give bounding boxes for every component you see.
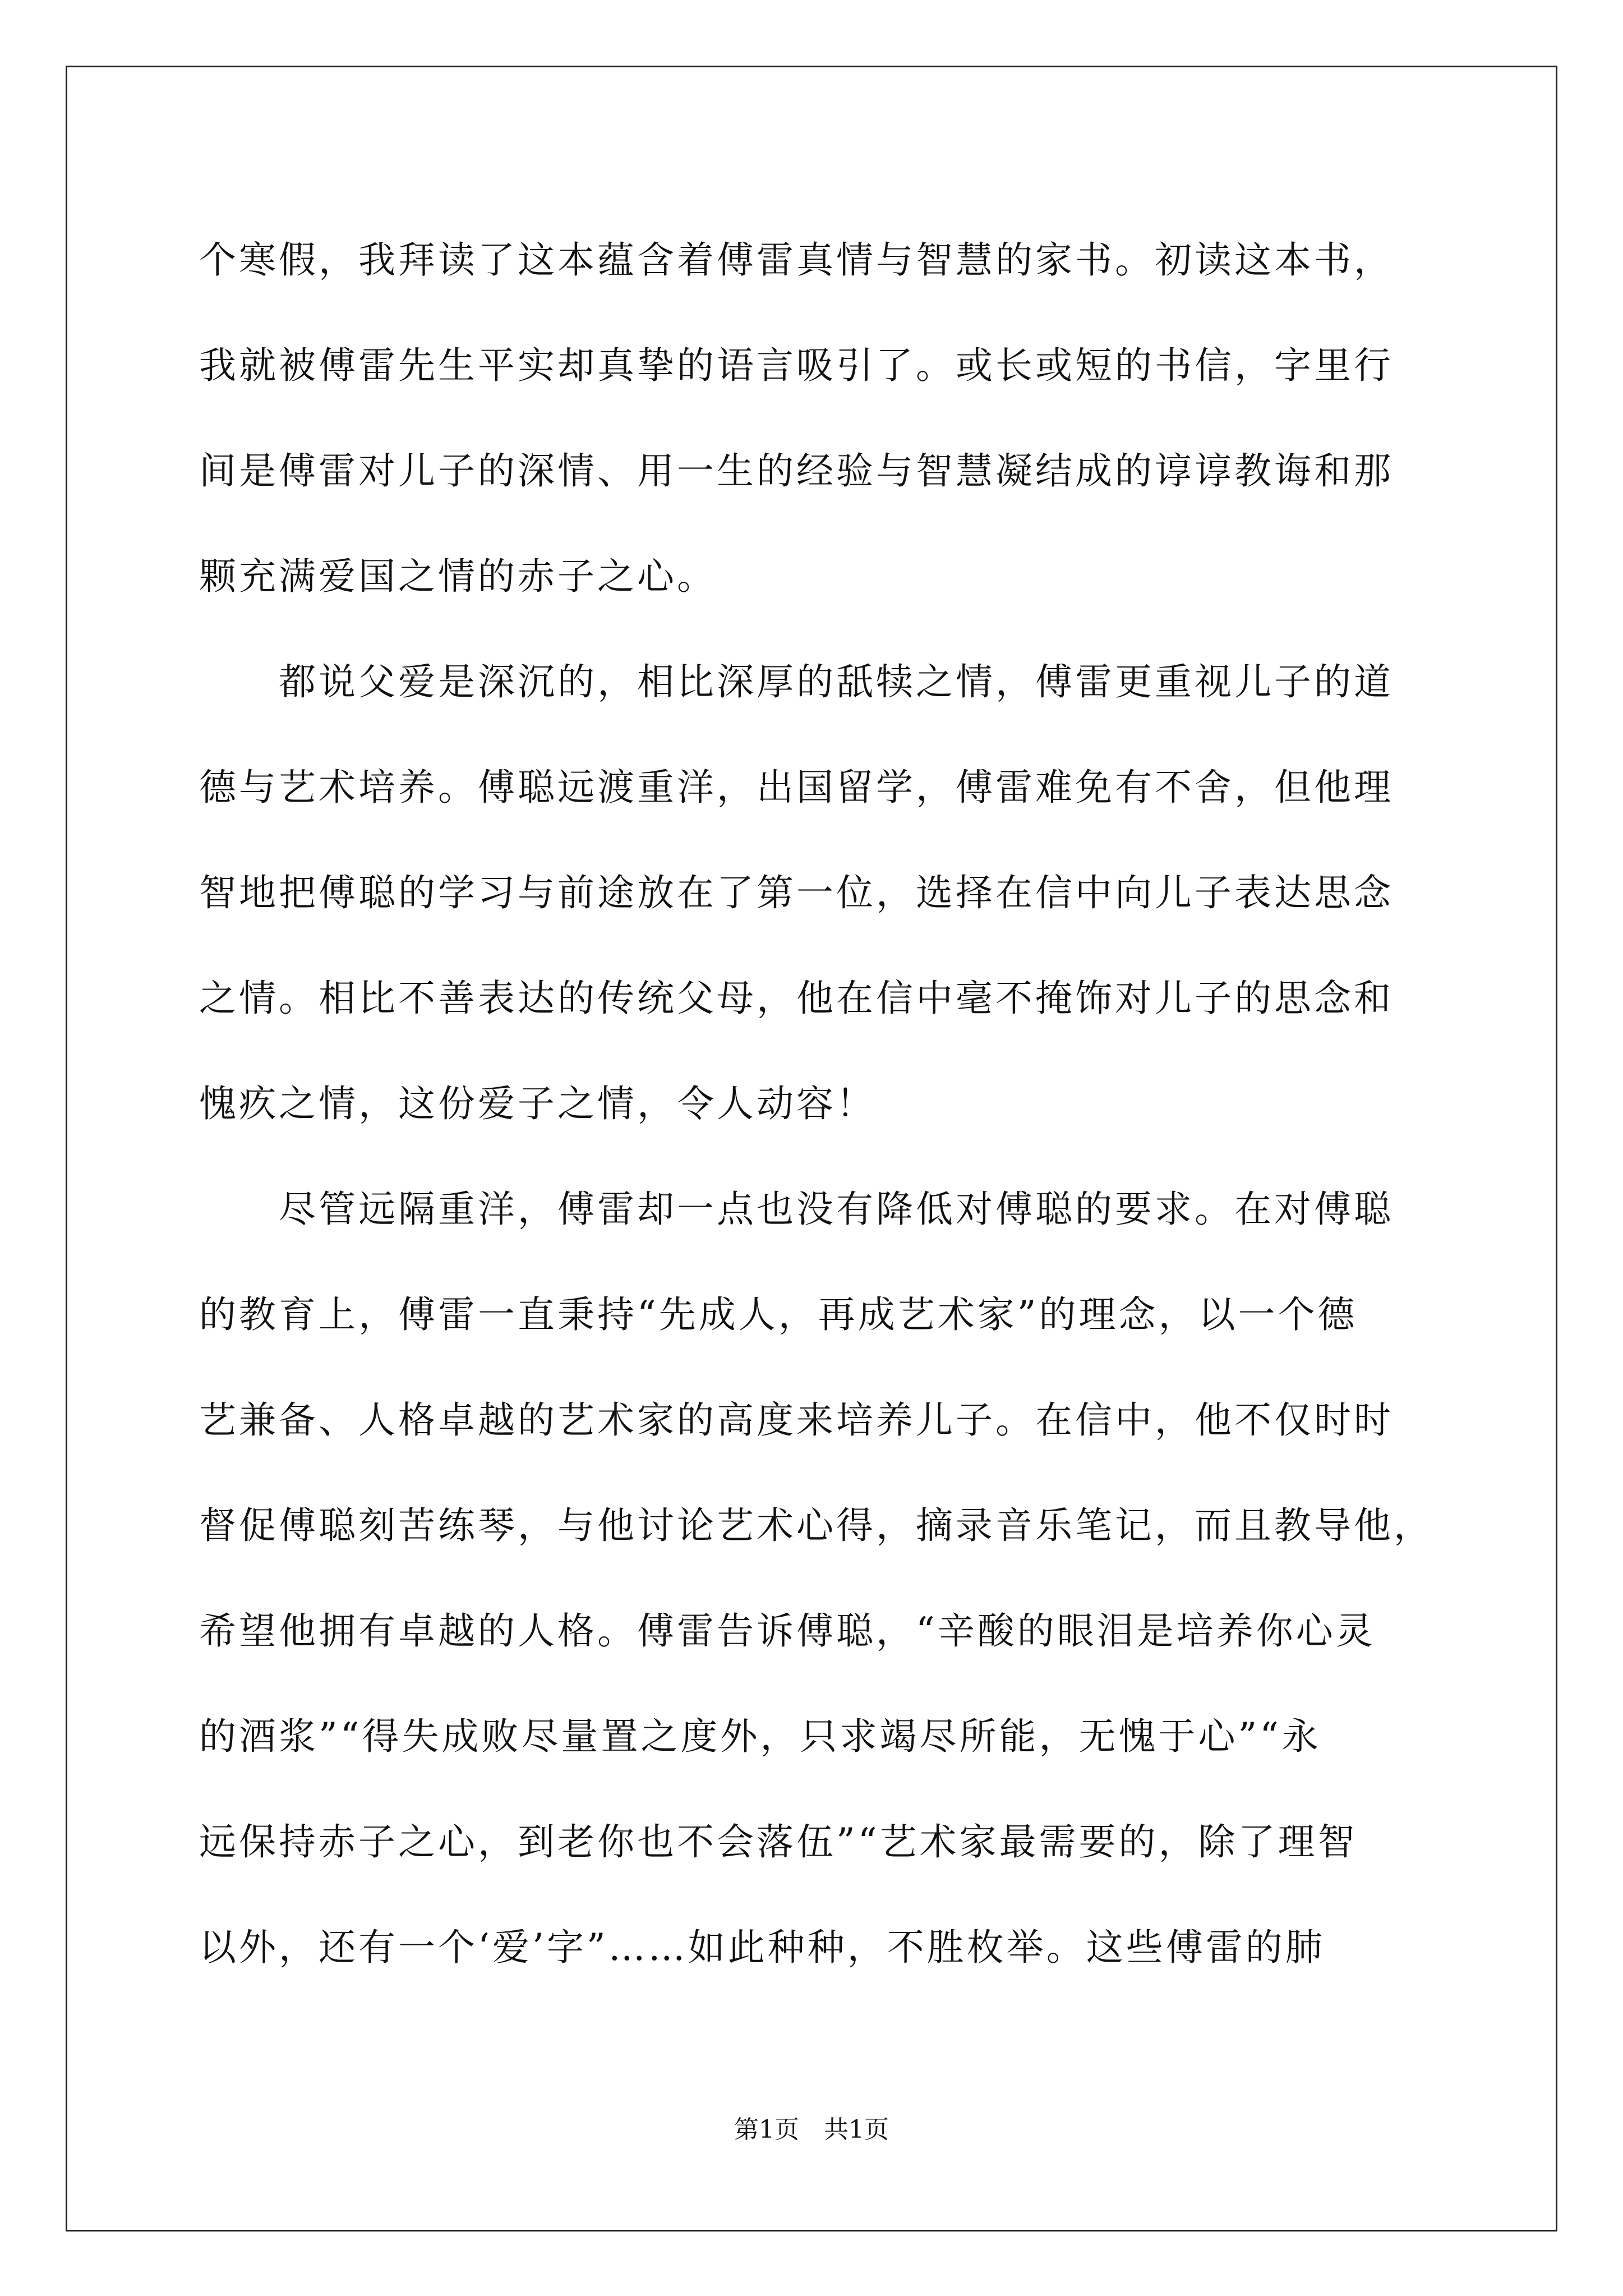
text-line: 愧疚之情，这份爱子之情，令人动容！ — [199, 1082, 876, 1125]
text-line: 希望他拥有卓越的人格。傅雷告诉傅聪，“辛酸的眼泪是培养你心灵 — [199, 1609, 1376, 1653]
text-line: 以外，还有一个‘爱’字”……如此种种，不胜枚举。这些傅雷的肺 — [199, 1926, 1325, 1969]
text-line: 间是傅雷对儿子的深情、用一生的经验与智慧凝结成的谆谆教诲和那 — [199, 449, 1394, 493]
text-line: 的教育上，傅雷一直秉持“先成人，再成艺术家”的理念，以一个德 — [199, 1293, 1358, 1336]
document-body — [199, 208, 1433, 2000]
text-line: 颗充满爱国之情的赤子之心。 — [199, 555, 717, 598]
text-line: 个寒假，我拜读了这本蕴含着傅雷真情与智慧的家书。初读这本书， — [199, 238, 1394, 282]
text-line: 我就被傅雷先生平实却真挚的语言吸引了。或长或短的书信，字里行 — [199, 344, 1394, 387]
text-line: 督促傅聪刻苦练琴，与他讨论艺术心得，摘录音乐笔记，而且教导他， — [199, 1504, 1433, 1547]
text-line: 德与艺术培养。傅聪远渡重洋，出国留学，傅雷难免有不舍，但他理 — [199, 766, 1394, 809]
text-line: 艺兼备、人格卓越的艺术家的高度来培养儿子。在信中，他不仅时时 — [199, 1398, 1394, 1442]
text-line: 尽管远隔重洋，傅雷却一点也没有降低对傅聪的要求。在对傅聪 — [199, 1188, 1394, 1231]
text-line: 的酒浆”“得失成败尽量置之度外，只求竭尽所能，无愧于心”“永 — [199, 1715, 1321, 1758]
text-line: 远保持赤子之心，到老你也不会落伍”“艺术家最需要的，除了理智 — [199, 1820, 1358, 1864]
page-footer: 第1页 共1页 — [734, 2115, 889, 2144]
text-line: 智地把傅聪的学习与前途放在了第一位，选择在信中向儿子表达思念 — [199, 871, 1394, 914]
text-line: 之情。相比不善表达的传统父母，他在信中毫不掩饰对儿子的思念和 — [199, 977, 1394, 1020]
text-line: 都说父爱是深沉的，相比深厚的舐犊之情，傅雷更重视儿子的道 — [199, 660, 1394, 703]
